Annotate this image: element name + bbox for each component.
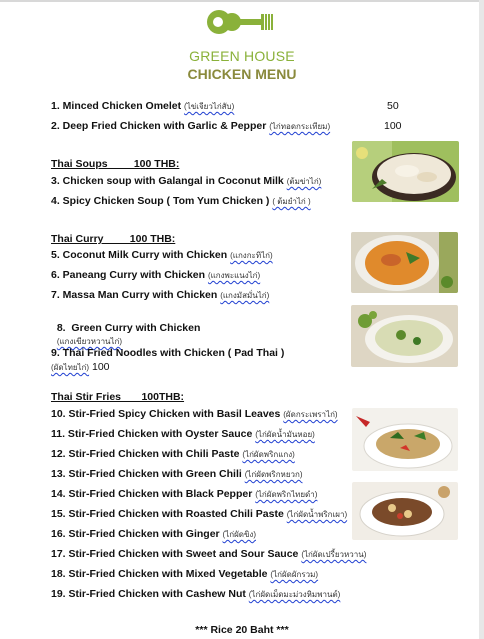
item-thai-name: (ไก่ผัดเปรี้ยวหวาน) — [301, 550, 367, 559]
item-name: 16. Stir-Fried Chicken with Ginger — [51, 528, 220, 540]
menu-item — [51, 408, 338, 421]
item-thai-name: (ไก่ผัดพริกหยวก) — [244, 470, 303, 479]
item-thai-name: (แกงเขียวหวานไก่) — [56, 337, 123, 346]
menu-title: CHICKEN MENU — [187, 66, 297, 82]
cashew-chicken-photo — [352, 482, 458, 540]
item-name: 6. Paneang Curry with Chicken — [51, 269, 206, 281]
item-thai-name: (ไก่ผัดเม็ดมะม่วงหิมพานต์) — [248, 590, 341, 599]
item-name: 12. Stir-Fried Chicken with Chili Paste — [51, 448, 240, 460]
menu-item — [51, 269, 260, 282]
item-name: 3. Chicken soup with Galangal in Coconut Milk — [51, 175, 284, 187]
menu-item — [51, 100, 234, 113]
menu-item — [51, 488, 317, 501]
item-thai-name: (ผัดไทยไก่) — [51, 363, 90, 372]
item-thai-name: (ไก่ผัดขิง) — [222, 530, 256, 539]
menu-item — [51, 568, 318, 581]
item-name: 17. Stir-Fried Chicken with Sweet and Sour Sauce — [51, 548, 299, 560]
item-thai-name: (แกงพะแนงไก่) — [207, 271, 261, 280]
basil-stir-fry-photo — [352, 408, 458, 471]
menu-item-pad-thai-line2 — [51, 361, 110, 374]
section-header-curry: Thai Curry 100 THB: — [51, 233, 176, 245]
item-thai-name: ( ต้มยำไก่ ) — [272, 197, 311, 206]
item-thai-name: (ไข่เจียวไก่สับ) — [184, 102, 235, 111]
item-thai-name: (ต้มข่าไก่) — [286, 177, 322, 186]
menu-item — [51, 120, 330, 133]
menu-item — [51, 588, 340, 601]
item-name: 8. Green Curry with Chicken — [56, 322, 201, 334]
guitar-fork-logo-icon — [205, 5, 275, 39]
tom-kha-soup-photo — [352, 141, 459, 202]
item-thai-name: (แกงกะทิไก่) — [230, 251, 273, 260]
menu-item — [51, 508, 347, 521]
section-header-soups: Thai Soups 100 THB: — [51, 158, 180, 170]
item-name: 14. Stir-Fried Chicken with Black Pepper — [51, 488, 253, 500]
item-price: 50 — [387, 100, 399, 112]
menu-item — [51, 468, 303, 481]
item-thai-name: (ผัดกระเพราไก่) — [283, 410, 338, 419]
item-name: 15. Stir-Fried Chicken with Roasted Chili Paste — [51, 508, 284, 520]
item-name: 19. Stir-Fried Chicken with Cashew Nut — [51, 588, 246, 600]
brand-name: GREEN HOUSE — [189, 48, 295, 64]
page-top-border — [0, 0, 484, 2]
menu-item — [51, 249, 273, 262]
item-price: 100 — [384, 120, 402, 132]
rice-price-footer: *** Rice 20 Baht *** — [195, 624, 289, 636]
menu-item — [51, 428, 315, 441]
menu-item — [51, 528, 256, 541]
item-name: 2. Deep Fried Chicken with Garlic & Pepper — [51, 120, 267, 132]
menu-item — [51, 175, 321, 188]
red-curry-photo — [351, 232, 458, 293]
item-name: 1. Minced Chicken Omelet — [51, 100, 182, 112]
item-name: 5. Coconut Milk Curry with Chicken — [51, 249, 228, 261]
item-name: 4. Spicy Chicken Soup ( Tom Yum Chicken ) — [51, 195, 270, 207]
item-thai-name: (ไก่ผัดพริกไทยดำ) — [255, 490, 318, 499]
item-thai-name: (ไก่ผัดน้ำพริกเผา) — [286, 510, 348, 519]
menu-item — [51, 448, 295, 461]
menu-item — [51, 309, 200, 348]
item-thai-name: (ไก่ทอดกระเทียม) — [269, 122, 331, 131]
menu-item-pad-thai: 9. Thai Fried Noodles with Chicken ( Pad Thai ) — [51, 347, 285, 359]
menu-item — [51, 548, 366, 561]
item-name: 18. Stir-Fried Chicken with Mixed Vegetable — [51, 568, 268, 580]
green-curry-photo — [351, 305, 458, 367]
menu-item — [51, 289, 269, 302]
item-name: 10. Stir-Fried Spicy Chicken with Basil Leaves — [51, 408, 281, 420]
page-scroll-edge — [479, 0, 484, 639]
item-name: 7. Massa Man Curry with Chicken — [51, 289, 218, 301]
section-header-stir-fries: Thai Stir Fries 100THB: — [51, 391, 185, 403]
item-name: 11. Stir-Fried Chicken with Oyster Sauce — [51, 428, 253, 440]
item-name: 13. Stir-Fried Chicken with Green Chili — [51, 468, 242, 480]
item-thai-name: (ไก่ผัดผักรวม) — [270, 570, 319, 579]
item-price: 100 — [91, 361, 110, 373]
menu-item — [51, 195, 311, 208]
item-thai-name: (แกงมัสมั่นไก่) — [220, 291, 270, 300]
item-thai-name: (ไก่ผัดพริกแกง) — [242, 450, 295, 459]
item-thai-name: (ไก่ผัดน้ำมันหอย) — [255, 430, 315, 439]
